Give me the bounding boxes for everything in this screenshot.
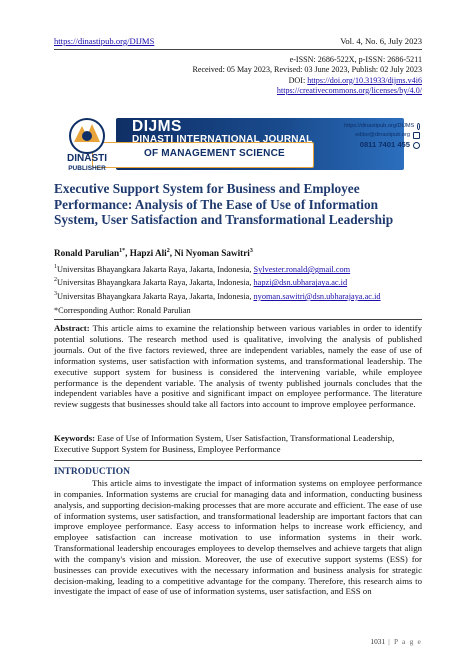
logo-word-publisher: PUBLISHER — [68, 165, 106, 172]
abstract-text: This article aims to examine the relationship between various variables in order to identify potential solutions. The research method used is qualitative, involving the analysis of published journals. Out of the five factors reviewed, three are independent variables, namely the ease of use of information systems, user satisfaction with information systems, and transformational leadership. The executive support system for business is considered the intervening variable, while employee performance is the dependent variable. The analysis of twenty published journals concludes that the independent variables have a positive and significant impact on employee performance. The literature review suggests that businesses should take all factors into account to improve employee performance. — [54, 323, 422, 410]
journal-abbreviation: DIJMS — [132, 118, 182, 135]
doi-line — [192, 76, 422, 86]
affiliations — [54, 262, 381, 302]
contact-email-row — [344, 131, 420, 140]
keywords-label: Keywords: — [54, 433, 96, 443]
page-footer — [370, 637, 422, 646]
keywords-text: Ease of Use of Information System, User Satisfaction, Transformational Leadership, Executive Support System for Business, Employee Performance — [54, 433, 395, 454]
phone-icon — [413, 142, 420, 149]
author-sep-2: , — [169, 248, 175, 259]
logo-word-dinasti: DINASTI — [67, 153, 107, 164]
affiliation-1-email[interactable]: Sylvester.ronald@gmail.com — [253, 264, 351, 274]
doi-label: DOI: — [288, 75, 308, 85]
volume-info: Vol. 4, No. 6, July 2023 — [340, 36, 422, 46]
author-1-sup: 1* — [119, 248, 126, 254]
contact-site: https://dinastipub.org/DIJMS — [344, 123, 415, 129]
globe-icon — [417, 123, 420, 130]
affiliation-1-text: Universitas Bhayangkara Jakarta Raya, Jakarta, Indonesia, — [57, 264, 254, 274]
contact-email: editor@dinastipub.org — [355, 132, 410, 139]
affiliation-3 — [54, 289, 381, 302]
dinasti-logo-icon — [56, 112, 118, 175]
mail-icon — [413, 132, 420, 139]
journal-name-line1: DINASTI INTERNATIONAL JOURNAL — [132, 134, 313, 145]
abstract — [54, 323, 422, 410]
affiliation-2-email[interactable]: hapzi@dsn.ubharajaya.ac.id — [253, 278, 348, 288]
dates-line: Received: 05 May 2023, Revised: 03 June 2023, Publish: 02 July 2023 — [192, 65, 422, 75]
abstract-label: Abstract: — [54, 323, 90, 333]
author-2: Hapzi Ali — [129, 248, 167, 259]
introduction-text: This article aims to investigate the impact of information systems on employee performance in companies. Information systems are crucial for managing data and information, conducting business analysis, and supporting decision-making processes that are more accurate and efficient. The ease of use of information systems, user satisfaction, and transformational leadership are important factors that can improve employee performance. Easy access to information helps to increase work efficiency, and employee satisfaction can increase motivation to use information systems in their work. Transformational leadership encourages employees to develop themselves and achieve targets that align with the company's vision and mission. Moreover, the use of executive support systems (ESS) for businesses can provide executives with the necessary information and business analysis for strategic decision-making, leading to a competitive advantage for the company. Therefore, this research aims to investigate the impact of ease of use of information systems, user satisfaction, and ESS on — [54, 478, 422, 597]
page-number: 1031 — [370, 637, 386, 646]
issn-line: e-ISSN: 2686-522X, p-ISSN: 2686-5211 — [289, 55, 422, 64]
journal-name-line2: OF MANAGEMENT SCIENCE — [144, 148, 285, 159]
author-3: Ni Nyoman Sawitri — [174, 248, 250, 259]
introduction-heading: INTRODUCTION — [54, 467, 131, 477]
affiliation-2-text: Universitas Bhayangkara Jakarta Raya, Jakarta, Indonesia, — [57, 278, 254, 288]
affiliation-3-sup: 3 — [54, 290, 57, 297]
author-3-sup: 3 — [249, 248, 253, 254]
contact-phone-row — [344, 140, 420, 149]
header-rule — [54, 49, 422, 50]
corresponding-author: *Corresponding Author: Ronald Parulian — [54, 306, 191, 315]
affiliation-2 — [54, 275, 381, 288]
affiliation-1 — [54, 262, 381, 275]
author-list — [54, 248, 253, 258]
page-label: | P a g e — [385, 637, 422, 646]
contact-site-row — [344, 122, 420, 131]
affiliation-3-email[interactable]: nyoman.sawitri@dsn.ubharajaya.ac.id — [253, 291, 381, 301]
abstract-top-rule — [54, 319, 422, 320]
doi-link[interactable]: https://doi.org/10.31933/dijms.v4i6 — [307, 75, 422, 85]
journal-url-link[interactable]: https://dinastipub.org/DIJMS — [54, 36, 155, 46]
affiliation-2-sup: 2 — [54, 277, 57, 284]
banner-contact — [344, 122, 420, 150]
author-1: Ronald Parulian — [54, 248, 120, 259]
journal-banner — [56, 112, 422, 175]
running-header — [54, 36, 422, 50]
license-link[interactable]: https://creativecommons.org/licenses/by/4.0/ — [276, 85, 422, 95]
keywords — [54, 433, 422, 455]
keywords-bottom-rule — [54, 460, 422, 461]
author-2-sup: 2 — [166, 248, 170, 254]
affiliation-1-sup: 1 — [54, 264, 57, 270]
contact-phone: 0811 7401 455 — [359, 140, 410, 150]
author-sep-1: , — [125, 248, 130, 259]
article-title: Executive Support System for Business and Employee Performance: Analysis of The Ease of Use of Information System, User Satisfaction and Transformational Leadership — [54, 181, 394, 227]
affiliation-3-text: Universitas Bhayangkara Jakarta Raya, Jakarta, Indonesia, — [57, 291, 254, 301]
article-meta — [192, 55, 422, 96]
